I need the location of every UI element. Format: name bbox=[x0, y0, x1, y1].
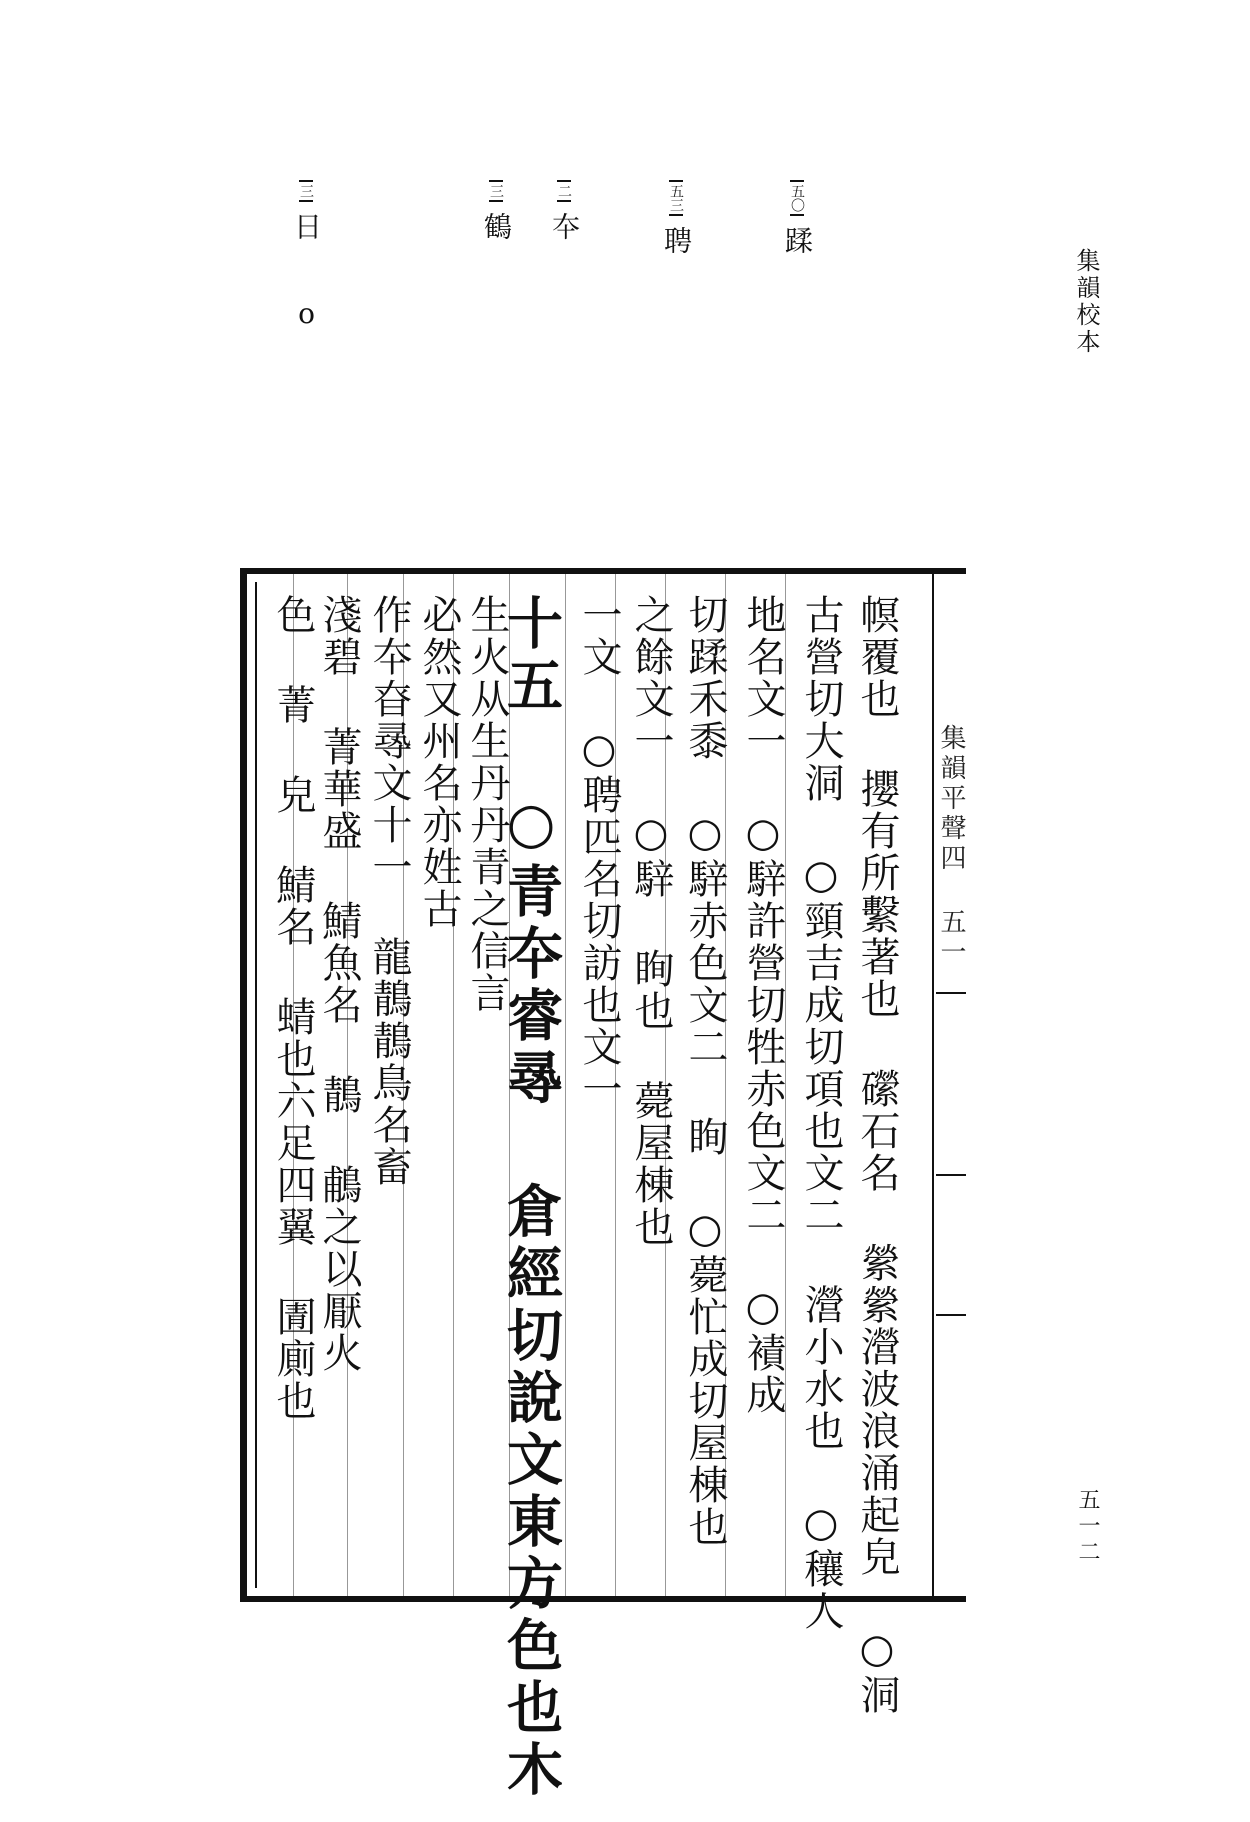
text-column: 作夲昚㝷文十一 龍鶄鶄鳥名畜 bbox=[366, 594, 412, 1188]
text-column: 生火从生丹丹青之信言 bbox=[464, 594, 510, 1014]
woodblock-facsimile bbox=[240, 568, 966, 1802]
note-marker: 三 bbox=[299, 180, 313, 202]
text-column: 必然又州名亦姓古 bbox=[416, 594, 462, 930]
editorial-note bbox=[781, 180, 814, 266]
margin-tick bbox=[936, 1174, 966, 1176]
editorial-note bbox=[480, 180, 513, 252]
text-column: 色 菁 皃 鯖名 蜻也六足四翼 圊廁也 bbox=[270, 594, 316, 1422]
page-number: 五一二 bbox=[1075, 1488, 1100, 1566]
text-column: 切蹂禾黍 ○騂赤色文二 眴 ○薨忙成切屋棟也 bbox=[682, 594, 728, 1548]
text-column: 淺碧 菁華盛 鯖魚名 鶄 鵏之以厭火 bbox=[316, 594, 362, 1374]
note-text: 夲 bbox=[548, 212, 581, 252]
note-marker: 二 bbox=[557, 180, 571, 202]
text-column: 地名文一 ○騂許營切牲赤色文二 ○襀成 bbox=[740, 594, 786, 1416]
text-column: 之餘文一 ○騂 眴也 薨屋棟也 bbox=[628, 594, 674, 1248]
editorial-note bbox=[660, 180, 693, 266]
text-column: 一文 ○聘匹名切訪也文一 bbox=[576, 594, 622, 1110]
note-marker: 五〇 bbox=[790, 180, 804, 216]
margin-tick bbox=[936, 1314, 966, 1316]
note-marker: 五三 bbox=[669, 180, 683, 216]
book-title: 集韻校本 bbox=[1072, 248, 1100, 356]
margin-fragment: 集韻平聲四 五一 bbox=[936, 724, 966, 968]
note-text: 鶴 bbox=[480, 212, 513, 252]
inner-border-rule bbox=[255, 582, 257, 1588]
text-column: 幎覆也 攖有所繫著也 礯石名 縈縈瀯波浪涌起皃 ○洞 bbox=[854, 594, 900, 1716]
rhyme-heading-column: 十五 ○青夲睿㝷 倉經切說文東方色也木 bbox=[498, 594, 564, 1802]
note-text: 日 o bbox=[290, 212, 323, 342]
editorial-note bbox=[290, 180, 323, 342]
note-text: 聘 bbox=[660, 226, 693, 266]
margin-rule bbox=[932, 574, 934, 1596]
note-marker: 三 bbox=[489, 180, 503, 202]
text-column: 古營切大洞 ○頸吉成切項也文二 瀯小水也 ○穰人 bbox=[798, 594, 844, 1632]
editorial-note bbox=[548, 180, 581, 252]
note-text: 蹂 bbox=[781, 226, 814, 266]
column-rule bbox=[565, 574, 566, 1596]
margin-tick bbox=[936, 992, 966, 994]
